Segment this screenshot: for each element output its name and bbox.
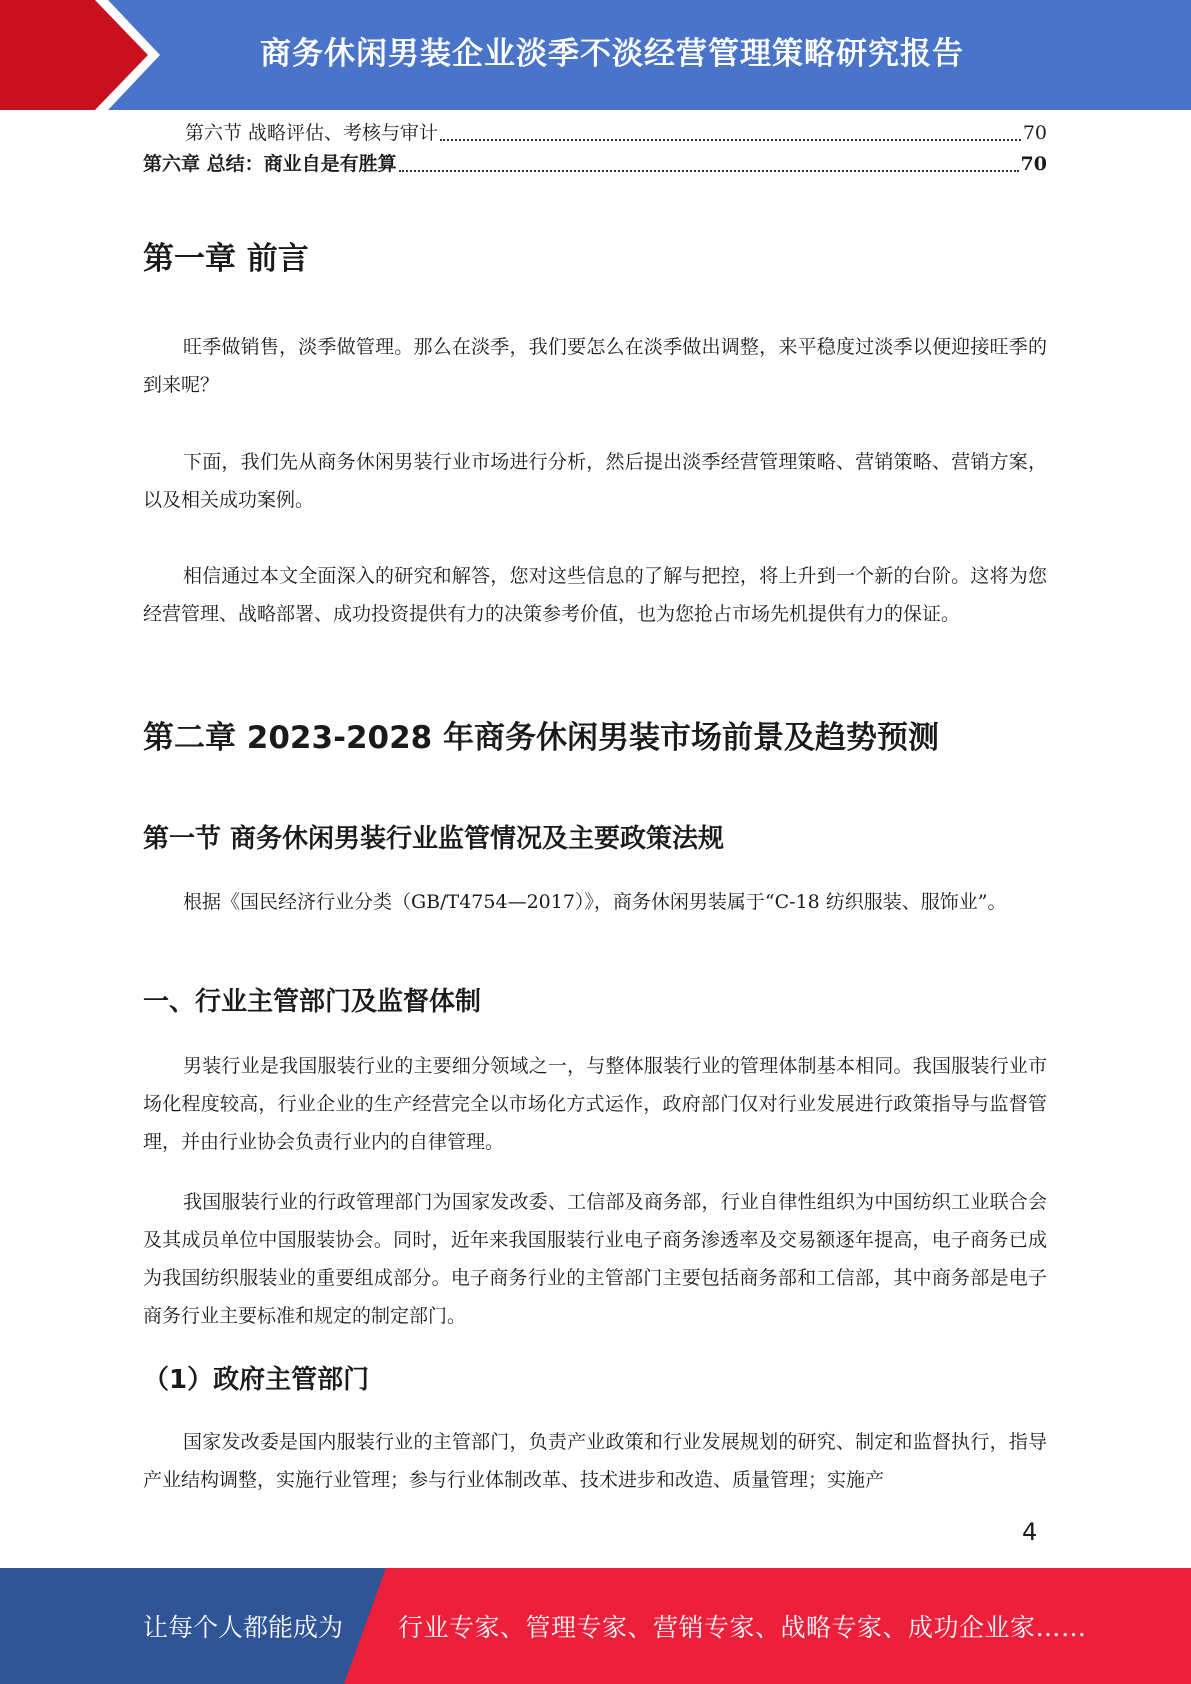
subsection-heading: （1）政府主管部门: [143, 1365, 370, 1395]
header-arrow-decoration: [0, 0, 200, 110]
page-number: 4: [1022, 1518, 1038, 1546]
paragraph: 根据《国民经济行业分类（GB/T4754—2017）》，商务休闲男装属于“C-18 纺织服装、服饰业”。: [183, 891, 1007, 913]
header-title: 商务休闲男装企业淡季不淡经营管理策略研究报告: [260, 36, 964, 72]
paragraph: 旺季做销售，淡季做管理。那么在淡季，我们要怎么在淡季做出调整，来平稳度过淡季以便迎接旺季的到来呢？: [143, 336, 1047, 396]
chapter-1-heading: 第一章 前言: [143, 241, 309, 277]
footer-slogan-right: 行业专家、管理专家、营销专家、战略专家、成功企业家……: [398, 1613, 1087, 1642]
subsection-heading: 一、行业主管部门及监督体制: [143, 987, 482, 1017]
paragraph: 下面，我们先从商务休闲男装行业市场进行分析，然后提出淡季经营管理策略、营销策略、营销方案，以及相关成功案例。: [143, 451, 1047, 511]
paragraph: 我国服装行业的行政管理部门为国家发改委、工信部及商务部，行业自律性组织为中国纺织工业联合会及其成员单位中国服装协会。同时，近年来我国服装行业电子商务渗透率及交易额逐年提高，电子商务已成为我国纺织服装业的重要组成部分。电子商务行业的主管部门主要包括商务部和工信部，其中商务部是电子商务行业主要标准和规定的制定部门。: [143, 1191, 1047, 1327]
toc-entry[interactable]: [143, 118, 1047, 149]
toc-entry[interactable]: [143, 149, 1047, 180]
toc-leader-dots: [399, 170, 1019, 172]
footer-slogan-left: 让每个人都能成为: [143, 1613, 344, 1642]
paragraph: 国家发改委是国内服装行业的主管部门，负责产业政策和行业发展规划的研究、制定和监督执行，指导产业结构调整，实施行业管理；参与行业体制改革、技术进步和改造、质量管理；实施产: [143, 1431, 1047, 1491]
section-heading: 第一节 商务休闲男装行业监管情况及主要政策法规: [143, 824, 725, 854]
chapter-2-heading: 第二章 2023-2028 年商务休闲男装市场前景及趋势预测: [143, 720, 940, 756]
toc-entry-label: 第六章 总结：商业自是有胜算: [143, 153, 397, 175]
paragraph: 男装行业是我国服装行业的主要细分领域之一，与整体服装行业的管理体制基本相同。我国服装行业市场化程度较高，行业企业的生产经营完全以市场化方式运作，政府部门仅对行业发展进行政策指导与监督管理，并由行业协会负责行业内的自律管理。: [143, 1055, 1047, 1153]
page-header: [0, 0, 1191, 110]
paragraph: 相信通过本文全面深入的研究和解答，您对这些信息的了解与把控，将上升到一个新的台阶。这将为您经营管理、战略部署、成功投资提供有力的决策参考价值，也为您抢占市场先机提供有力的保证。: [143, 565, 1047, 625]
toc-entry-page: 70: [1022, 122, 1047, 144]
toc-leader-dots: [440, 139, 1021, 141]
page-footer: [0, 1568, 1191, 1684]
toc-entry-page: 70: [1020, 153, 1047, 175]
document-body: [143, 118, 1047, 180]
toc-entry-label: 第六节 战略评估、考核与审计: [185, 122, 439, 144]
